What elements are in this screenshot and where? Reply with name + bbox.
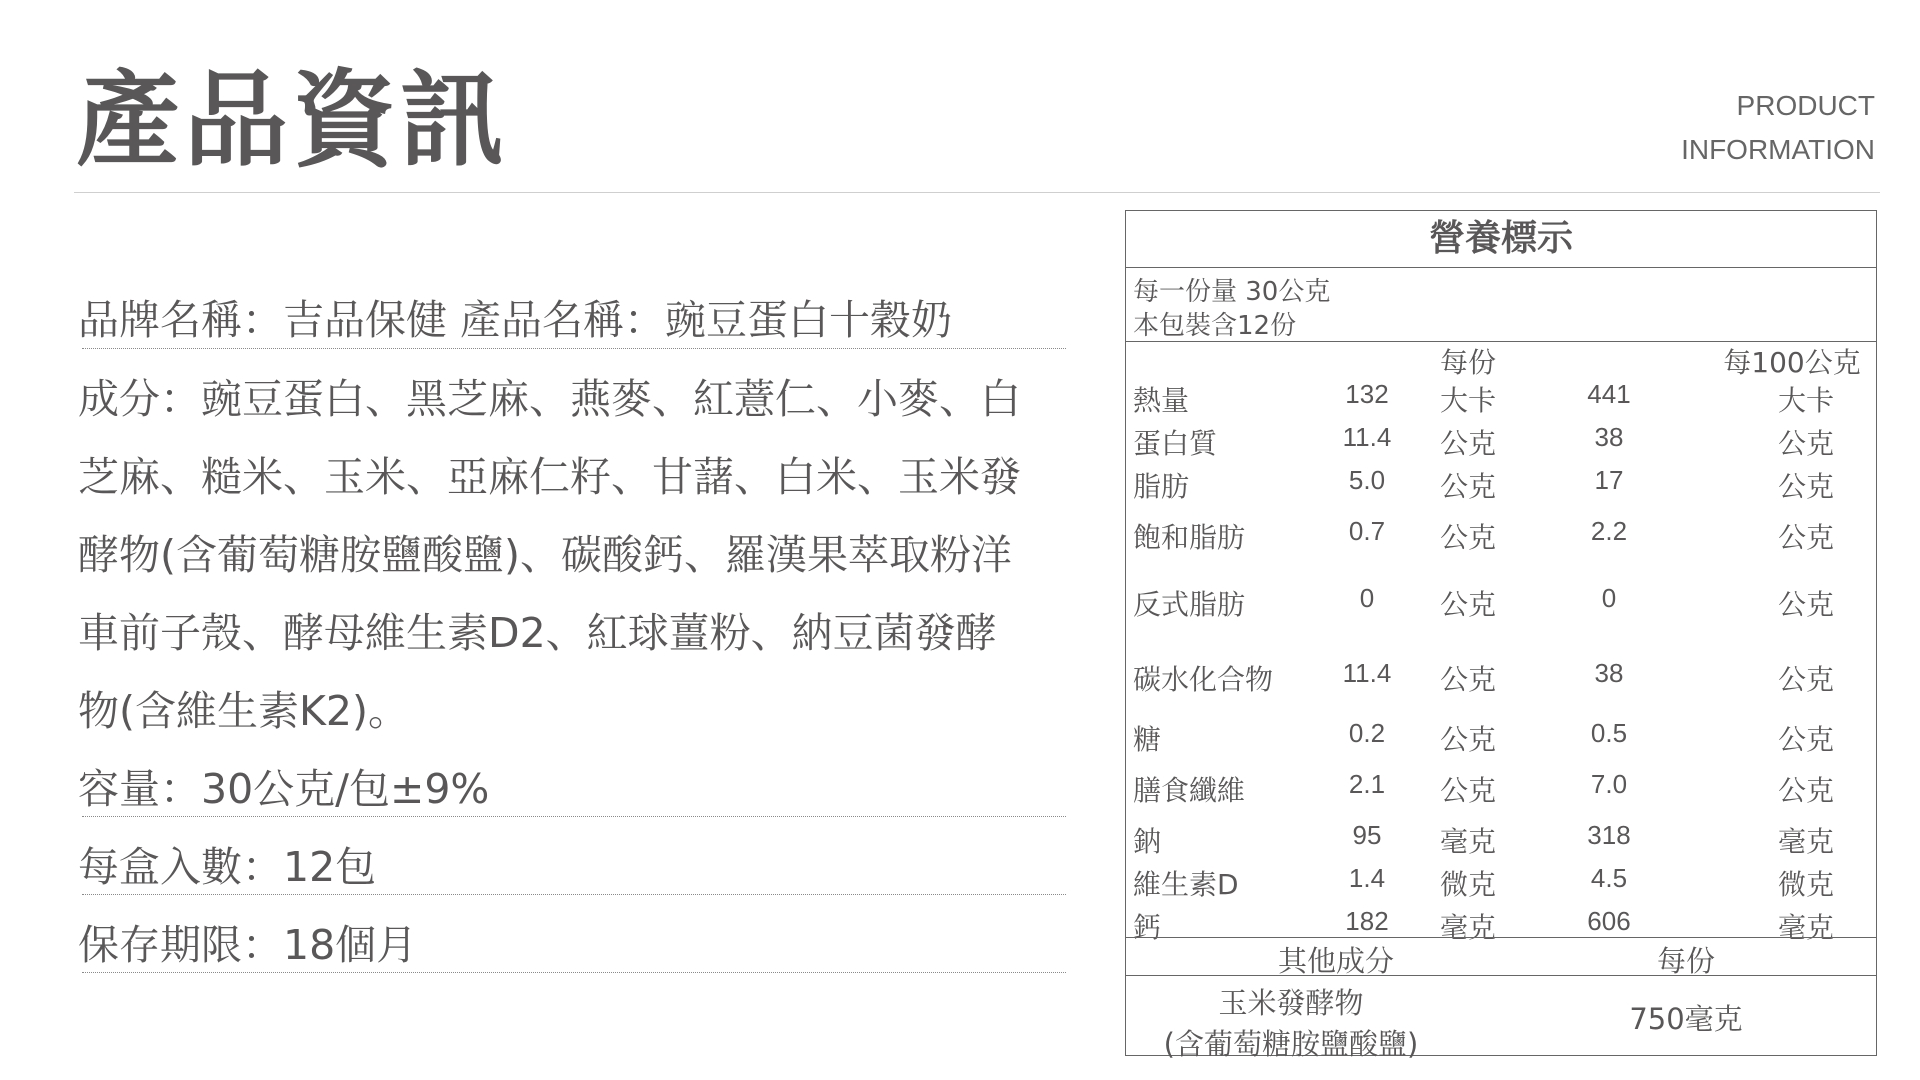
nutrient-row: [1126, 583, 1876, 621]
per-100g-value: 4.5: [1590, 863, 1628, 893]
other-ingredient-name-line1: 玉米發酵物: [1218, 986, 1364, 1020]
ingredients-line: 物(含維生素K2)。: [78, 687, 409, 735]
nutrient-label: 膳食纖維: [1133, 774, 1246, 807]
nutrient-label: 鈉: [1133, 825, 1162, 858]
other-per-serving-header: 每份: [1656, 944, 1715, 978]
per-100g-unit: 公克: [1777, 470, 1834, 503]
per-serving-value: 0.2: [1348, 718, 1386, 748]
per-serving-value: 0: [1359, 583, 1375, 613]
per-serving-value: 0.7: [1348, 516, 1386, 546]
per-100g-unit: 公克: [1777, 774, 1834, 807]
per-serving-unit: 毫克: [1439, 825, 1496, 858]
per-100g-value: 7.0: [1590, 769, 1628, 799]
per-serving-unit: 公克: [1439, 663, 1496, 696]
per-100g-unit: 毫克: [1777, 911, 1834, 944]
per-100g-unit: 公克: [1777, 663, 1834, 696]
nutrient-row: [1126, 379, 1876, 417]
per-serving-unit: 微克: [1439, 868, 1496, 901]
ingredients-line: 酵物(含葡萄糖胺鹽酸鹽)、碳酸鈣、羅漢果萃取粉洋: [78, 531, 1012, 579]
per-serving-value: 11.4: [1342, 658, 1392, 688]
dotted-divider: [82, 816, 1066, 817]
per-100g-unit: 公克: [1777, 588, 1834, 621]
per-100g-header: 每100公克: [1723, 346, 1861, 379]
count-per-box: 每盒入數：12包: [78, 843, 377, 891]
nutrient-label: 鈣: [1133, 911, 1162, 944]
table-rule: [1126, 937, 1876, 938]
per-serving-unit: 公克: [1439, 427, 1496, 460]
per-serving-unit: 毫克: [1439, 911, 1496, 944]
per-serving-unit: 大卡: [1439, 384, 1496, 417]
ingredients-line: 成分：豌豆蛋白、黑芝麻、燕麥、紅薏仁、小麥、白: [78, 375, 1021, 423]
nutrient-row: [1126, 658, 1876, 696]
nutrient-row: [1126, 465, 1876, 503]
other-ingredient-name-line2: (含葡萄糖胺鹽酸鹽): [1163, 1027, 1419, 1061]
per-serving-unit: 公克: [1439, 521, 1496, 554]
nutrient-row: [1126, 718, 1876, 756]
servings-per-pack: 本包裝含12份: [1133, 311, 1297, 341]
nutrient-row: [1126, 516, 1876, 554]
per-serving-value: 182: [1345, 906, 1389, 936]
shelf-life: 保存期限：18個月: [78, 921, 418, 969]
nutrient-row: [1126, 863, 1876, 901]
nutrient-row: [1126, 906, 1876, 944]
nutrient-label: 蛋白質: [1133, 427, 1218, 460]
nutrient-row: [1126, 820, 1876, 858]
per-100g-value: 318: [1587, 820, 1631, 850]
per-100g-value: 38: [1594, 422, 1624, 452]
per-100g-unit: 公克: [1777, 723, 1834, 756]
nutrient-label: 熱量: [1133, 384, 1190, 417]
ingredients-line: 芝麻、糙米、玉米、亞麻仁籽、甘藷、白米、玉米發: [78, 453, 1021, 501]
per-serving-value: 132: [1345, 379, 1389, 409]
nutrient-row: [1126, 422, 1876, 460]
nutrient-label: 維生素D: [1133, 868, 1239, 901]
product-information-label: [1681, 84, 1875, 172]
nutrition-facts-table: [1125, 210, 1877, 1061]
serving-size: 每一份量 30公克: [1133, 277, 1331, 307]
per-100g-value: 2.2: [1590, 516, 1628, 546]
brand-and-product-name: 品牌名稱：吉品保健 產品名稱：豌豆蛋白十穀奶: [78, 296, 953, 344]
per-100g-unit: 微克: [1777, 868, 1834, 901]
per-100g-unit: 大卡: [1777, 384, 1834, 417]
table-rule: [1126, 267, 1876, 268]
product-label-line2: INFORMATION: [1681, 134, 1875, 165]
per-serving-value: 2.1: [1348, 769, 1386, 799]
capacity: 容量：30公克/包±9%: [78, 765, 490, 813]
other-ingredient-name: [1126, 981, 1456, 1063]
nutrient-label: 飽和脂肪: [1133, 521, 1246, 554]
per-serving-unit: 公克: [1439, 588, 1496, 621]
per-serving-value: 95: [1352, 820, 1382, 850]
dotted-divider: [82, 348, 1066, 349]
product-label-line1: PRODUCT: [1736, 90, 1875, 121]
nutrient-label: 糖: [1133, 723, 1162, 756]
per-serving-value: 5.0: [1348, 465, 1386, 495]
dotted-divider: [82, 894, 1066, 895]
nutrient-label: 反式脂肪: [1133, 588, 1246, 621]
per-100g-value: 606: [1587, 906, 1631, 936]
per-100g-unit: 公克: [1777, 521, 1834, 554]
per-100g-value: 38: [1594, 658, 1624, 688]
other-ingredient-value: 750毫克: [1629, 1002, 1743, 1036]
page-title: 產品資訊: [76, 59, 509, 181]
per-100g-value: 0: [1601, 583, 1617, 613]
dotted-divider: [82, 972, 1066, 973]
nutrient-label: 脂肪: [1133, 470, 1190, 503]
per-serving-unit: 公克: [1439, 470, 1496, 503]
ingredients-line: 車前子殼、酵母維生素D2、紅球薑粉、納豆菌發酵: [78, 609, 997, 657]
per-100g-unit: 毫克: [1777, 825, 1834, 858]
per-100g-value: 441: [1587, 379, 1631, 409]
per-100g-value: 0.5: [1590, 718, 1628, 748]
per-serving-value: 11.4: [1342, 422, 1392, 452]
per-serving-value: 1.4: [1348, 863, 1386, 893]
per-100g-value: 17: [1594, 465, 1624, 495]
nutrient-label: 碳水化合物: [1133, 663, 1274, 696]
other-ingredients-header: 其他成分: [1277, 944, 1394, 978]
table-rule: [1126, 975, 1876, 976]
title-divider: [74, 192, 1880, 193]
nutrition-title: 營養標示: [1428, 218, 1573, 259]
per-serving-unit: 公克: [1439, 774, 1496, 807]
nutrient-row: [1126, 769, 1876, 807]
per-serving-unit: 公克: [1439, 723, 1496, 756]
per-serving-header: 每份: [1439, 346, 1496, 379]
per-100g-unit: 公克: [1777, 427, 1834, 460]
